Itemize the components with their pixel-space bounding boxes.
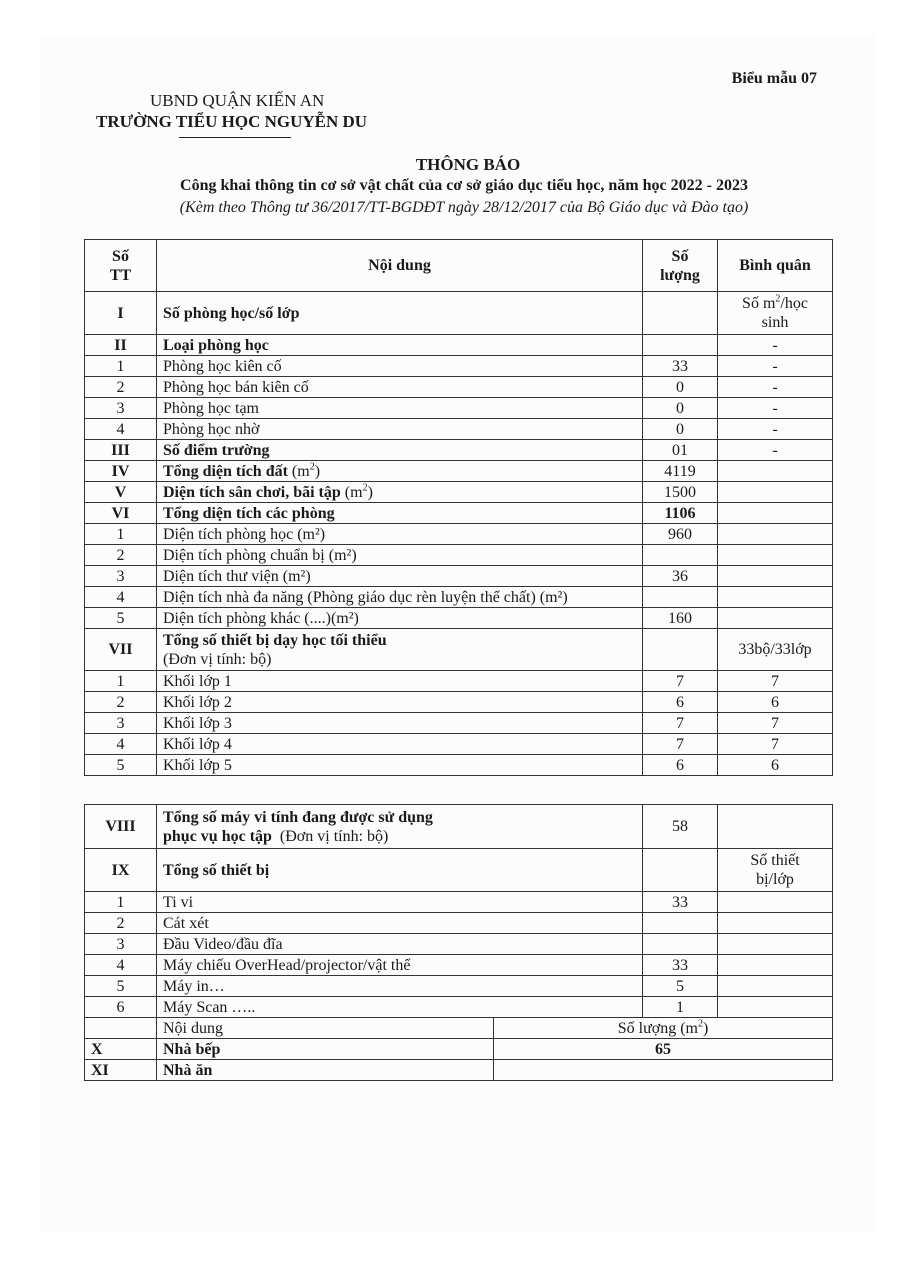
row-stt: VI [85,503,157,524]
sub-header-row [85,1018,833,1039]
row-content: Khối lớp 1 [157,671,643,692]
row-avg [718,805,833,849]
row-avg: 7 [718,713,833,734]
row-qty [643,629,718,671]
row-qty: 33 [643,356,718,377]
row-stt: 4 [85,734,157,755]
row-qty [643,545,718,566]
equipment-table [84,804,833,1081]
row-avg [718,566,833,587]
row-content: Phòng học bán kiên cố [157,377,643,398]
row-content: Nhà ăn [157,1060,494,1081]
table-row [85,545,833,566]
row-stt: 3 [85,566,157,587]
table-row [85,524,833,545]
row-qty: 1106 [643,503,718,524]
table-row [85,1060,833,1081]
row-stt: 4 [85,587,157,608]
table-row [85,335,833,356]
row-avg: 7 [718,734,833,755]
table-row [85,398,833,419]
row-avg [718,482,833,503]
row-avg: - [718,356,833,377]
row-avg: 6 [718,692,833,713]
col-header-avg: Bình quân [718,240,833,292]
row-stt: III [85,440,157,461]
row-content: Máy in… [157,976,643,997]
row-stt: 5 [85,976,157,997]
row-avg [718,524,833,545]
school-name: TRƯỜNG TIỂU HỌC NGUYỄN DU [96,112,368,131]
row-qty: 160 [643,608,718,629]
table-row [85,292,833,335]
row-avg [718,955,833,976]
row-avg [718,461,833,482]
row-content: Tổng số máy vi tính đang được sử dụng phục vụ học tập (Đơn vị tính: bộ) [157,805,643,849]
row-stt: 3 [85,398,157,419]
table-row [85,849,833,892]
row-avg: 6 [718,755,833,776]
row-stt: IX [85,849,157,892]
row-content: Nhà bếp [157,1039,494,1060]
row-stt: X [85,1039,157,1060]
row-content: Máy chiếu OverHead/projector/vật thể [157,955,643,976]
row-stt: 1 [85,671,157,692]
table-row [85,1039,833,1060]
row-qty: 7 [643,713,718,734]
row-avg: 33bộ/33lớp [718,629,833,671]
row-avg [718,503,833,524]
row-qty: 0 [643,377,718,398]
row-avg: Số $m^2$/học sinh [718,292,833,335]
row-stt [85,1018,157,1039]
col-header-content: Nội dung [157,240,643,292]
row-stt: VIII [85,805,157,849]
row-content: Tổng số thiết bị dạy học tối thiểu (Đơn vị tính: bộ) [157,629,643,671]
row-content: Diện tích sân chơi, bãi tập $(m^2)$ [157,482,643,503]
table-row [85,892,833,913]
row-qty [643,934,718,955]
row-qty: 1 [643,997,718,1018]
row-content: Loại phòng học [157,335,643,356]
table-row [85,587,833,608]
table-row [85,356,833,377]
row-stt: 1 [85,892,157,913]
col-header-stt: Số TT [85,240,157,292]
row-stt: 3 [85,713,157,734]
row-qty: 7 [643,734,718,755]
table-row [85,671,833,692]
row-avg [718,545,833,566]
document-title: THÔNG BÁO [415,155,521,174]
row-content: Tổng diện tích các phòng [157,503,643,524]
document-subtitle: Công khai thông tin cơ sở vật chất của cơ sở giáo dục tiểu học, năm học 2022 - 2023 [180,177,748,194]
table-row [85,805,833,849]
row-qty [643,335,718,356]
row-stt: IV [85,461,157,482]
row-avg [718,892,833,913]
row-avg [718,976,833,997]
row-avg [718,997,833,1018]
row-content: Máy Scan ….. [157,997,643,1018]
row-avg [718,934,833,955]
row-qty: 0 [643,419,718,440]
row-stt: 4 [85,419,157,440]
table-row [85,440,833,461]
row-avg: - [718,398,833,419]
row-avg: - [718,419,833,440]
row-qty [643,913,718,934]
row-qty: 58 [643,805,718,849]
row-stt: 4 [85,955,157,976]
row-qty: 7 [643,671,718,692]
row-qty: 01 [643,440,718,461]
table-row [85,755,833,776]
row-avg [718,913,833,934]
row-qty: 6 [643,692,718,713]
row-content: Số điểm trường [157,440,643,461]
row-stt: V [85,482,157,503]
row-qty: 960 [643,524,718,545]
row-content: Diện tích thư viện (m²) [157,566,643,587]
table-row [85,734,833,755]
row-qty: 4119 [643,461,718,482]
row-stt: 1 [85,356,157,377]
row-qty: 33 [643,892,718,913]
table-row [85,461,833,482]
row-avg: - [718,335,833,356]
row-stt: 2 [85,377,157,398]
row-content: Cát xét [157,913,643,934]
school-underline [179,137,291,138]
table-row [85,566,833,587]
table-row [85,377,833,398]
agency-name: UBND QUẬN KIẾN AN [150,91,325,110]
document-note: (Kèm theo Thông tư 36/2017/TT-BGDĐT ngày 28/12/2017 của Bộ Giáo dục và Đào tạo) [179,199,749,216]
table-row [85,692,833,713]
row-stt: 2 [85,692,157,713]
row-stt: 2 [85,545,157,566]
table-row [85,955,833,976]
row-content: Phòng học tạm [157,398,643,419]
row-stt: I [85,292,157,335]
table-row [85,629,833,671]
row-stt: 5 [85,755,157,776]
row-qty [643,292,718,335]
row-content: Khối lớp 4 [157,734,643,755]
row-qty [643,587,718,608]
row-content: Tổng số thiết bị [157,849,643,892]
row-content: Số phòng học/số lớp [157,292,643,335]
row-qty: 33 [643,955,718,976]
row-content: Ti vi [157,892,643,913]
row-avg: - [718,377,833,398]
table-row [85,934,833,955]
row-stt: 3 [85,934,157,955]
row-content: Khối lớp 3 [157,713,643,734]
sub-header-content: Nội dung [157,1018,494,1039]
row-stt: XI [85,1060,157,1081]
table-row [85,482,833,503]
form-number: Biểu mẫu 07 [731,70,817,87]
sub-header-qty: Số lượng $(m^2)$ [494,1018,833,1039]
row-avg: 7 [718,671,833,692]
row-content: Diện tích phòng chuẩn bị (m²) [157,545,643,566]
row-content: Tổng diện tích đất $(m^2)$ [157,461,643,482]
row-content: Phòng học kiên cố [157,356,643,377]
row-content: Đầu Video/đầu đĩa [157,934,643,955]
row-qty: 36 [643,566,718,587]
row-stt: II [85,335,157,356]
row-qty [494,1060,833,1081]
row-stt: VII [85,629,157,671]
table-row [85,608,833,629]
table-row [85,976,833,997]
row-avg: Số thiết bị/lớp [718,849,833,892]
row-avg [718,608,833,629]
row-content: Diện tích nhà đa năng (Phòng giáo dục rèn luyện thể chất) (m²) [157,587,643,608]
table-row [85,419,833,440]
row-stt: 1 [85,524,157,545]
facilities-table [84,239,833,776]
row-content: Khối lớp 5 [157,755,643,776]
row-qty: 0 [643,398,718,419]
row-qty: 1500 [643,482,718,503]
row-avg [718,587,833,608]
row-content: Diện tích phòng học (m²) [157,524,643,545]
table-row [85,997,833,1018]
row-qty: 6 [643,755,718,776]
row-stt: 2 [85,913,157,934]
row-content: Phòng học nhờ [157,419,643,440]
row-stt: 6 [85,997,157,1018]
col-header-qty: Số lượng [643,240,718,292]
row-qty [643,849,718,892]
row-avg: - [718,440,833,461]
row-content: Diện tích phòng khác (....)(m²) [157,608,643,629]
row-content: Khối lớp 2 [157,692,643,713]
row-qty: 65 [494,1039,833,1060]
row-qty: 5 [643,976,718,997]
table-row [85,913,833,934]
table-row [85,713,833,734]
table-header-row [85,240,833,292]
row-stt: 5 [85,608,157,629]
table-row [85,503,833,524]
